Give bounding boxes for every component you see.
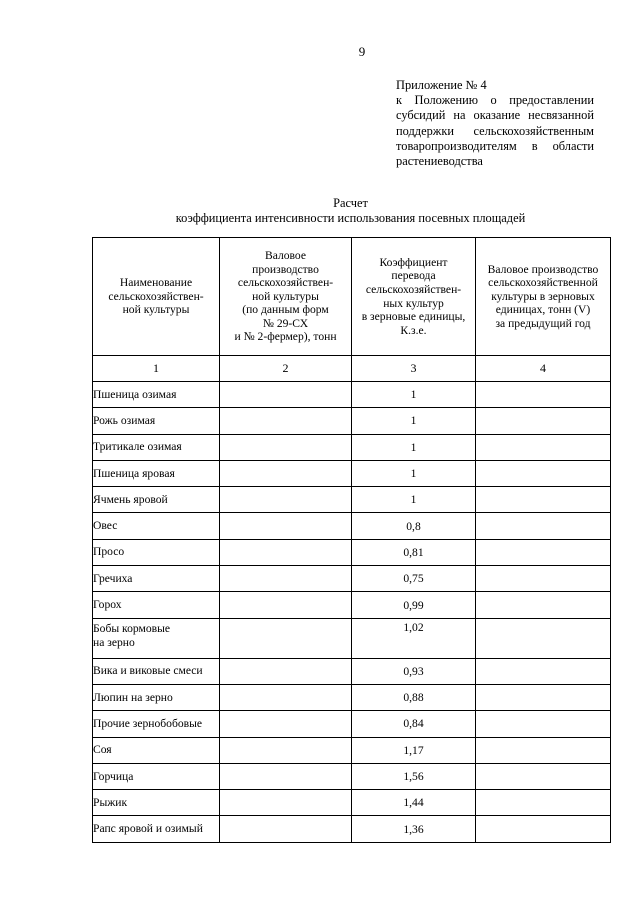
table-row <box>93 592 611 618</box>
table-row <box>93 618 611 658</box>
table-row <box>93 684 611 710</box>
gross-production-cell <box>220 566 352 592</box>
header-conversion-coefficient: Коэффициент перевода сельскохозяйствен- ных культур в зерновые единицы, К.з.е. <box>352 238 476 356</box>
coefficient-cell: 0,88 <box>352 684 476 710</box>
table-row <box>93 790 611 816</box>
coefficient-cell: 1 <box>352 487 476 513</box>
grain-units-cell <box>476 539 611 565</box>
appendix-line: к Положению о предоставлении <box>396 93 594 108</box>
table-row <box>93 408 611 434</box>
grain-units-cell <box>476 487 611 513</box>
crop-name-cell: Рыжик <box>93 790 220 816</box>
header-crop-name: Наименование сельскохозяйствен- ной культуры <box>93 238 220 356</box>
table-row <box>93 763 611 789</box>
coefficient-cell: 1,44 <box>352 790 476 816</box>
crop-name-cell: Пшеница озимая <box>93 382 220 408</box>
crop-name-cell: Люпин на зерно <box>93 684 220 710</box>
coefficient-cell: 1,17 <box>352 737 476 763</box>
table-row <box>93 487 611 513</box>
grain-units-cell <box>476 460 611 486</box>
appendix-line: товаропроизводителям в области <box>396 138 594 153</box>
appendix-line: субсидий на оказание несвязанной <box>396 108 594 123</box>
grain-units-cell <box>476 592 611 618</box>
appendix-line: растениеводства <box>396 154 483 169</box>
crop-name-cell: Бобы кормовые на зерно <box>93 618 220 658</box>
page-number: 9 <box>358 44 366 59</box>
coefficient-table <box>92 237 611 843</box>
crop-name-cell: Гречиха <box>93 566 220 592</box>
gross-production-cell <box>220 711 352 737</box>
crop-name-cell: Пшеница яровая <box>93 460 220 486</box>
crop-name-cell: Тритикале озимая <box>93 434 220 460</box>
document-title: Расчет <box>333 196 368 210</box>
gross-production-cell <box>220 684 352 710</box>
table-row <box>93 737 611 763</box>
coefficient-cell: 1 <box>352 460 476 486</box>
crop-name-cell: Ячмень яровой <box>93 487 220 513</box>
crop-name-cell: Соя <box>93 737 220 763</box>
grain-units-cell <box>476 816 611 842</box>
grain-units-cell <box>476 658 611 684</box>
column-number: 2 <box>220 356 352 382</box>
grain-units-cell <box>476 618 611 658</box>
document-subtitle: коэффициента интенсивности использования посевных площадей <box>175 211 526 225</box>
coefficient-cell: 1 <box>352 408 476 434</box>
gross-production-cell <box>220 434 352 460</box>
gross-production-cell <box>220 539 352 565</box>
coefficient-cell: 0,99 <box>352 592 476 618</box>
crop-name-cell: Прочие зернобобовые <box>93 711 220 737</box>
coefficient-cell: 0,75 <box>352 566 476 592</box>
table-row <box>93 816 611 842</box>
crop-name-cell: Горох <box>93 592 220 618</box>
coefficient-cell: 0,93 <box>352 658 476 684</box>
table-row <box>93 513 611 539</box>
coefficient-cell: 0,84 <box>352 711 476 737</box>
coefficient-cell: 1 <box>352 434 476 460</box>
gross-production-cell <box>220 816 352 842</box>
coefficient-cell: 1,36 <box>352 816 476 842</box>
gross-production-cell <box>220 487 352 513</box>
gross-production-cell <box>220 658 352 684</box>
gross-production-cell <box>220 382 352 408</box>
column-number: 3 <box>352 356 476 382</box>
grain-units-cell <box>476 763 611 789</box>
grain-units-cell <box>476 434 611 460</box>
gross-production-cell <box>220 737 352 763</box>
gross-production-cell <box>220 513 352 539</box>
column-number: 1 <box>93 356 220 382</box>
appendix-line: Приложение № 4 <box>396 78 487 92</box>
header-gross-production: Валовое производство сельскохозяйствен- ной культуры (по данным форм № 29-СХ и № 2-фермер), тонн <box>220 238 352 356</box>
coefficient-cell: 0,81 <box>352 539 476 565</box>
grain-units-cell <box>476 737 611 763</box>
grain-units-cell <box>476 790 611 816</box>
grain-units-cell <box>476 408 611 434</box>
appendix-line: поддержки сельскохозяйственным <box>396 123 594 138</box>
crop-name-cell: Рапс яровой и озимый <box>93 816 220 842</box>
table-row <box>93 434 611 460</box>
crop-name-cell: Просо <box>93 539 220 565</box>
gross-production-cell <box>220 460 352 486</box>
gross-production-cell <box>220 408 352 434</box>
table-row <box>93 382 611 408</box>
column-number: 4 <box>476 356 611 382</box>
grain-units-cell <box>476 566 611 592</box>
header-grain-units-production: Валовое производство сельскохозяйственной культуры в зерновых единицах, тонн (V) за предыдущий год <box>476 238 611 356</box>
document-title-block <box>92 196 609 226</box>
gross-production-cell <box>220 763 352 789</box>
table-header-row <box>93 238 611 356</box>
crop-name-cell: Овес <box>93 513 220 539</box>
grain-units-cell <box>476 711 611 737</box>
appendix-note <box>396 78 594 169</box>
table-row <box>93 566 611 592</box>
grain-units-cell <box>476 684 611 710</box>
gross-production-cell <box>220 592 352 618</box>
table-row <box>93 539 611 565</box>
column-number-row <box>93 356 611 382</box>
table-row <box>93 460 611 486</box>
coefficient-cell: 1,56 <box>352 763 476 789</box>
crop-name-cell: Горчица <box>93 763 220 789</box>
table-row <box>93 711 611 737</box>
gross-production-cell <box>220 618 352 658</box>
crop-name-cell: Вика и виковые смеси <box>93 658 220 684</box>
coefficient-cell: 1,02 <box>352 618 476 658</box>
coefficient-cell: 1 <box>352 382 476 408</box>
table-row <box>93 658 611 684</box>
grain-units-cell <box>476 382 611 408</box>
coefficient-cell: 0,8 <box>352 513 476 539</box>
gross-production-cell <box>220 790 352 816</box>
crop-name-cell: Рожь озимая <box>93 408 220 434</box>
grain-units-cell <box>476 513 611 539</box>
